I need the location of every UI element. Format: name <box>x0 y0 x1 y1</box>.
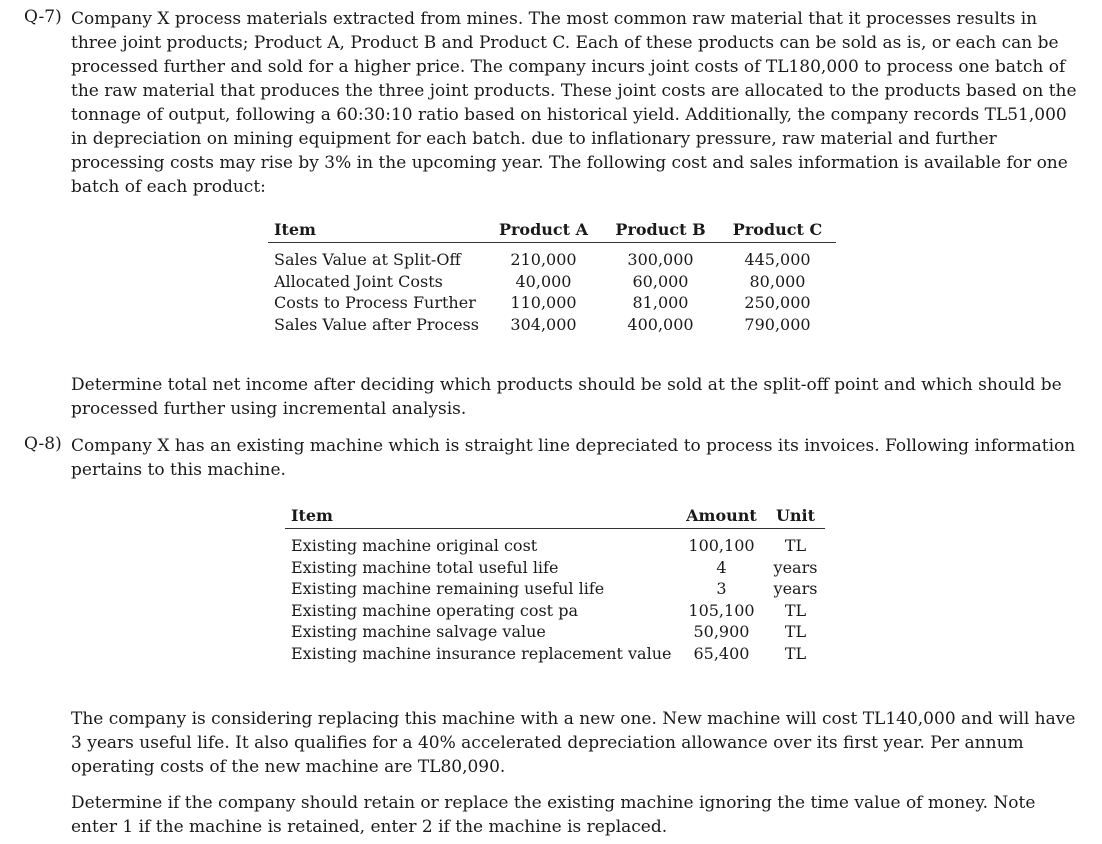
table-row <box>285 557 825 579</box>
row-label: Costs to Process Further <box>274 293 476 313</box>
cell-value: 300,000 <box>627 250 694 270</box>
cell-unit: years <box>773 579 818 599</box>
cell-unit: TL <box>784 600 807 620</box>
col-header-product-c: Product C <box>719 216 836 243</box>
cell-value: 250,000 <box>744 293 811 313</box>
col-header-item: Item <box>268 216 485 243</box>
cell-amount: 50,900 <box>693 622 750 642</box>
row-label: Existing machine salvage value <box>291 622 546 642</box>
table-row <box>268 243 836 271</box>
table-row <box>268 314 836 336</box>
joint-products-table <box>268 216 836 335</box>
row-label: Existing machine total useful life <box>291 557 559 577</box>
question-8-task: Determine if the company should retain or replace the existing machine ignoring the time value of money. Note enter 1 if the machine is retained, enter 2 if the machine is replaced. <box>71 793 1036 837</box>
cell-unit: TL <box>784 622 807 642</box>
table-row <box>285 643 825 665</box>
cell-value: 40,000 <box>515 271 572 291</box>
cell-value: 80,000 <box>749 271 806 291</box>
col-header-unit: Unit <box>765 502 825 529</box>
cell-amount: 105,100 <box>688 600 755 620</box>
table-row <box>285 578 825 600</box>
cell-unit: TL <box>784 536 807 556</box>
cell-unit: TL <box>784 643 807 663</box>
table-header-row <box>285 502 825 529</box>
cell-amount: 100,100 <box>688 536 755 556</box>
row-label: Allocated Joint Costs <box>274 271 443 291</box>
cell-value: 445,000 <box>744 250 811 270</box>
row-label: Existing machine operating cost pa <box>291 600 578 620</box>
question-7 <box>24 7 1082 199</box>
col-header-item: Item <box>285 502 677 529</box>
table-row <box>285 621 825 643</box>
col-header-amount: Amount <box>677 502 765 529</box>
question-8-number: Q-8) <box>24 434 62 454</box>
cell-value: 60,000 <box>632 271 689 291</box>
row-label: Existing machine insurance replacement value <box>291 643 672 663</box>
question-7-text: Company X process materials extracted from mines. The most common raw material that it processes results in three joint products; Product A, Product B and Product C. Each of these products can be sold as is, or each can be processed further and sold for a higher price. The company incurs joint costs of TL180,000 to process one batch of the raw material that produces the three joint products. These joint costs are allocated to the products based on the tonnage of output, following a 60:30:10 ratio based on historical yield. Additionally, the company records TL51,000 in depreciation on mining equipment for each batch. due to inflationary pressure, raw material and further processing costs may rise by 3% in the upcoming year. The following cost and sales information is available for one batch of each product: <box>71 9 1077 197</box>
cell-value: 81,000 <box>632 293 689 313</box>
cell-value: 110,000 <box>510 293 577 313</box>
row-label: Existing machine remaining useful life <box>291 579 605 599</box>
cell-value: 400,000 <box>627 314 694 334</box>
question-8 <box>24 434 1082 482</box>
question-8-text: Company X has an existing machine which is straight line depreciated to process its invoices. Following information pertains to this machine. <box>71 436 1076 480</box>
cell-value: 210,000 <box>510 250 577 270</box>
table-row <box>268 271 836 293</box>
cell-amount: 4 <box>716 557 727 577</box>
table-header-row <box>268 216 836 243</box>
row-label: Sales Value at Split-Off <box>274 250 461 270</box>
cell-amount: 3 <box>716 579 727 599</box>
row-label: Existing machine original cost <box>291 536 538 556</box>
row-label: Sales Value after Process <box>274 314 479 334</box>
cell-amount: 65,400 <box>693 643 750 663</box>
question-7-task: Determine total net income after deciding which products should be sold at the split-off point and which should be processed further using incremental analysis. <box>71 375 1062 419</box>
cell-value: 790,000 <box>744 314 811 334</box>
col-header-product-a: Product A <box>485 216 602 243</box>
question-7-number: Q-7) <box>24 7 62 27</box>
question-8-scenario: The company is considering replacing this machine with a new one. New machine will cost TL140,000 and will have 3 years useful life. It also qualifies for a 40% accelerated depreciation allowance over its first year. Per annum operating costs of the new machine are TL80,090. <box>71 709 1076 777</box>
table-row <box>285 529 825 557</box>
cell-unit: years <box>773 557 818 577</box>
cell-value: 304,000 <box>510 314 577 334</box>
table-row <box>285 600 825 622</box>
table-row <box>268 292 836 314</box>
existing-machine-table <box>285 502 825 664</box>
col-header-product-b: Product B <box>602 216 719 243</box>
